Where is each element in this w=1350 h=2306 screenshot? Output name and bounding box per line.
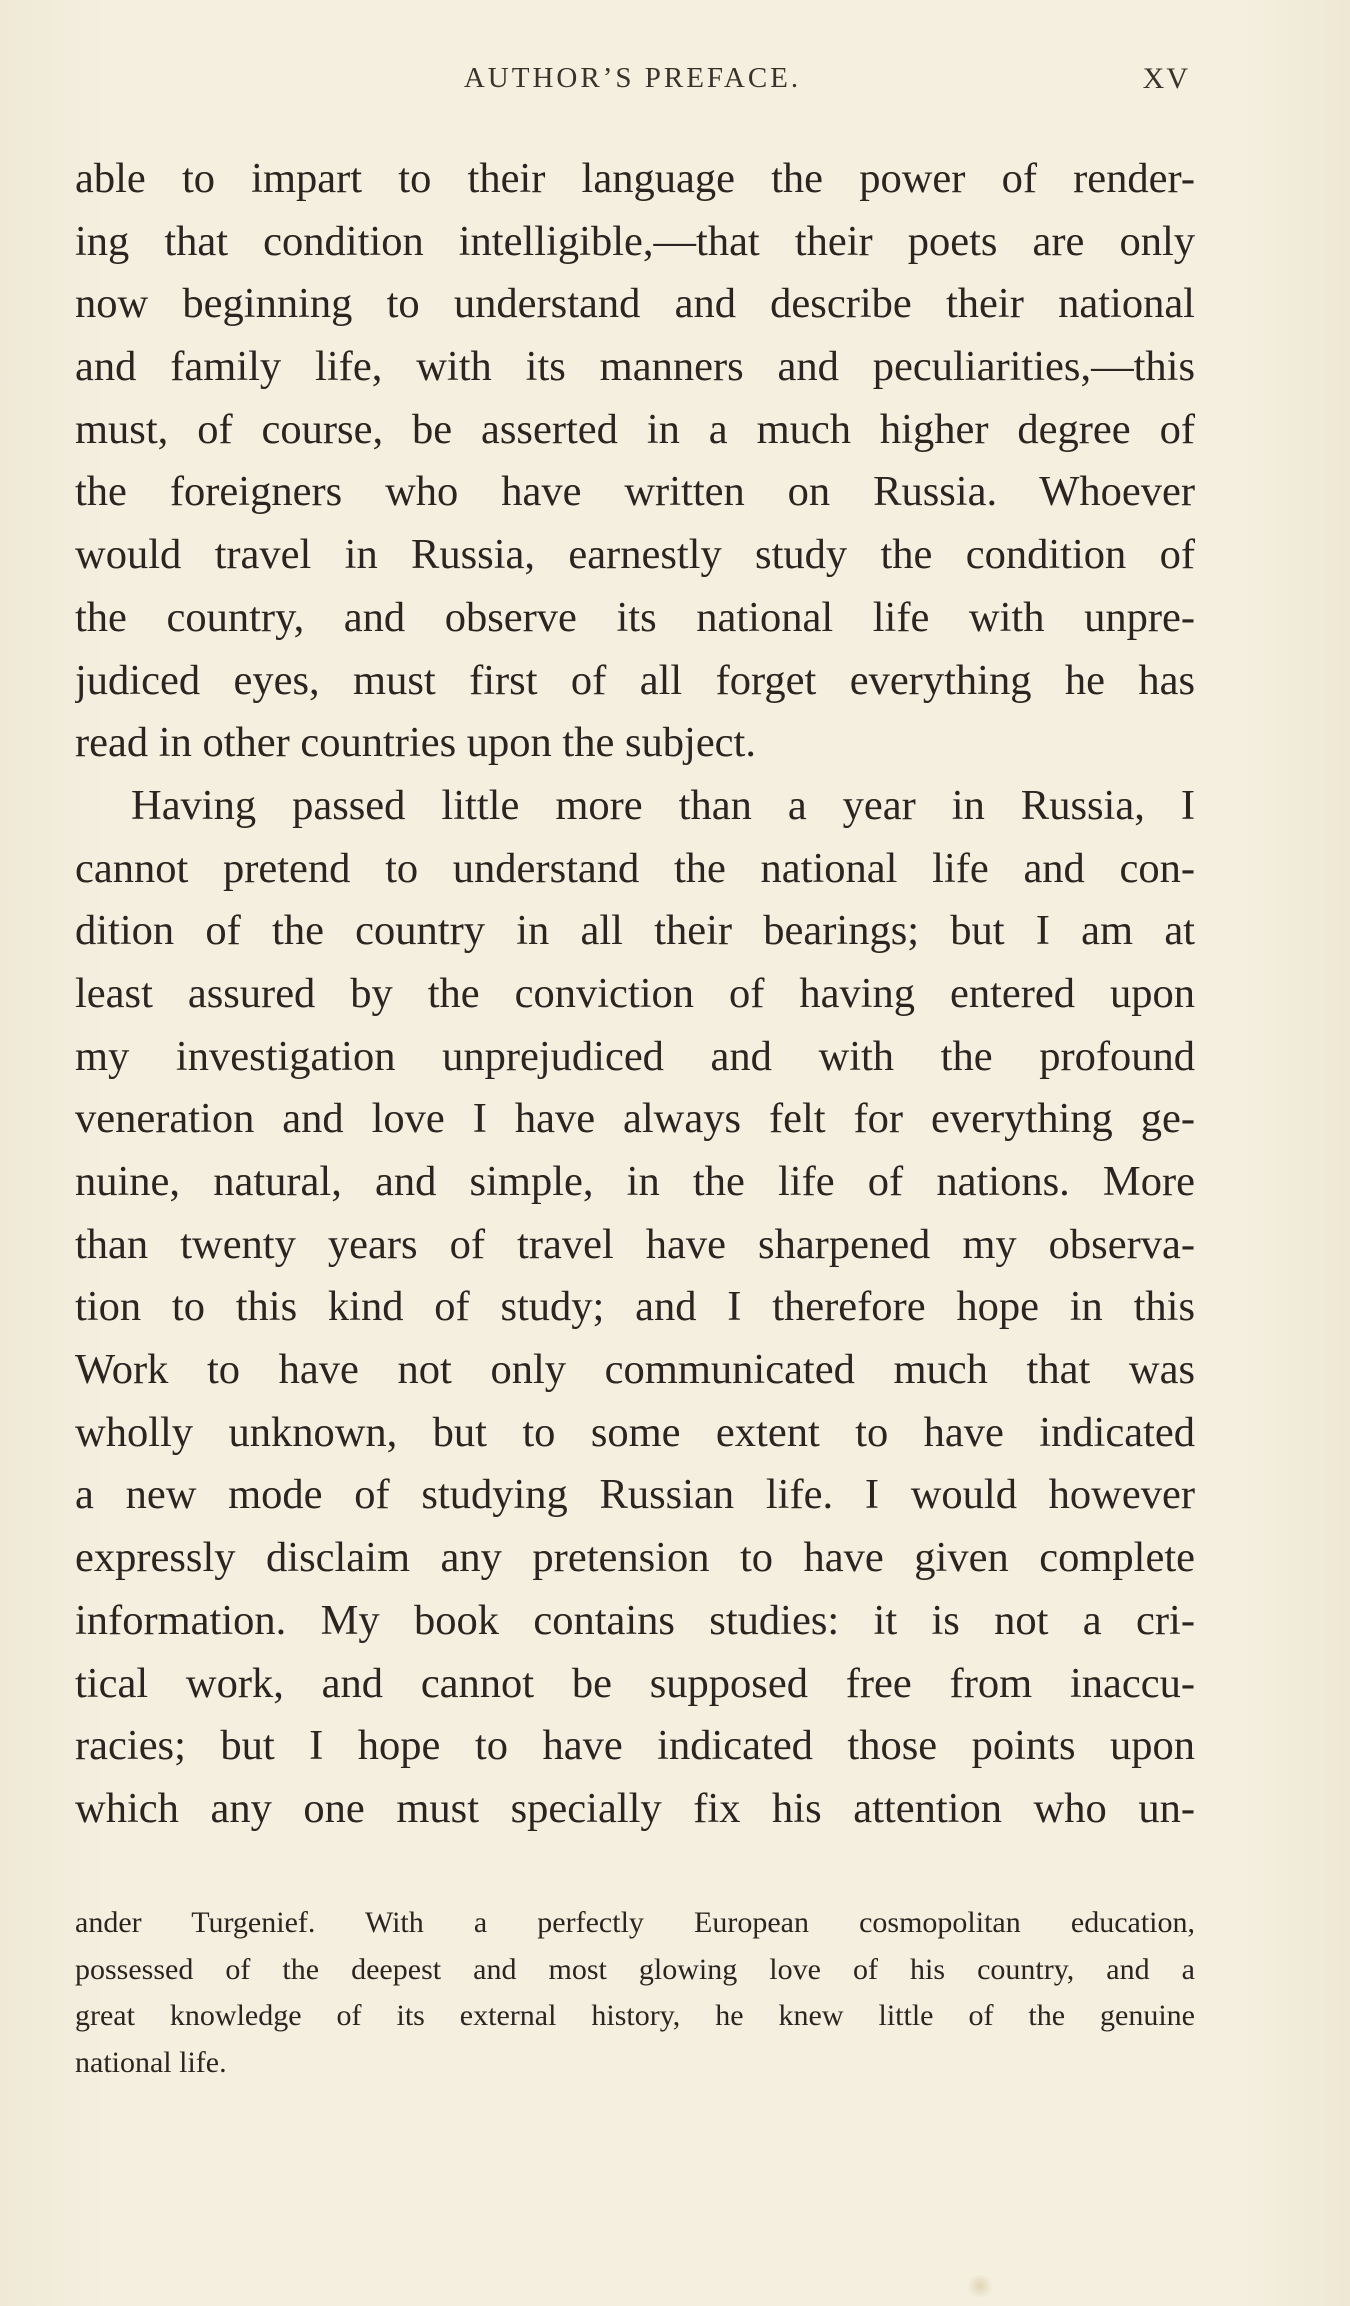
text-line: dition of the country in all their bearings; but I am at [75, 907, 1195, 955]
text-line: ing that condition intelligible,—that their poets are only [75, 217, 1195, 265]
text-line: than twenty years of travel have sharpened my observa- [75, 1220, 1195, 1268]
text-line: and family life, with its manners and peculiarities,—this [75, 343, 1195, 391]
text-line: must, of course, be asserted in a much higher degree of [75, 405, 1195, 453]
text-line: a new mode of studying Russian life. I would however [75, 1471, 1195, 1519]
text-line: cannot pretend to understand the national life and con- [75, 844, 1195, 892]
text-line: racies; but I hope to have indicated those points upon [75, 1722, 1195, 1770]
text-line: tion to this kind of study; and I therefore hope in this [75, 1283, 1195, 1331]
footnote-line: national life. [75, 2045, 227, 2079]
text-line: veneration and love I have always felt for everything ge- [75, 1095, 1195, 1143]
text-line: the country, and observe its national life with unpre- [75, 593, 1195, 641]
running-title: AUTHOR’S PREFACE. [463, 62, 802, 94]
text-line: least assured by the conviction of having entered upon [75, 969, 1195, 1017]
text-line: now beginning to understand and describe their national [75, 280, 1195, 328]
text-line: information. My book contains studies: it is not a cri- [75, 1596, 1195, 1644]
text-line: able to impart to their language the power of render- [75, 155, 1195, 202]
text-line: judiced eyes, must first of all forget everything he has [75, 656, 1195, 704]
text-line: nuine, natural, and simple, in the life of nations. More [75, 1158, 1195, 1205]
footnote-line: ander Turgenief. With a perfectly European cosmopolitan education, [75, 1906, 1195, 1939]
text-line: which any one must specially fix his attention who un- [75, 1784, 1195, 1832]
text-line: Work to have not only communicated much that was [75, 1346, 1195, 1394]
text-line: wholly unknown, but to some extent to have indicated [75, 1408, 1195, 1456]
running-head [75, 62, 1190, 112]
text-line: read in other countries upon the subject. [75, 719, 756, 767]
footnote [75, 1900, 1195, 2086]
text-line: would travel in Russia, earnestly study the condition of [75, 531, 1195, 579]
text-line: my investigation unprejudiced and with the profound [75, 1032, 1195, 1080]
text-line: tical work, and cannot be supposed free from inaccu- [75, 1659, 1195, 1707]
footnote-line: great knowledge of its external history, he knew little of the genuine [75, 1999, 1195, 2032]
page-number: XV [1142, 62, 1190, 95]
footnote-line: possessed of the deepest and most glowing love of his country, and a [75, 1952, 1195, 1986]
body-text [75, 148, 1195, 1841]
text-line: expressly disclaim any pretension to have given complete [75, 1534, 1195, 1582]
text-line: Having passed little more than a year in Russia, I [131, 781, 1195, 829]
text-line: the foreigners who have written on Russia. Whoever [75, 468, 1195, 516]
paper-stain [965, 2275, 995, 2297]
